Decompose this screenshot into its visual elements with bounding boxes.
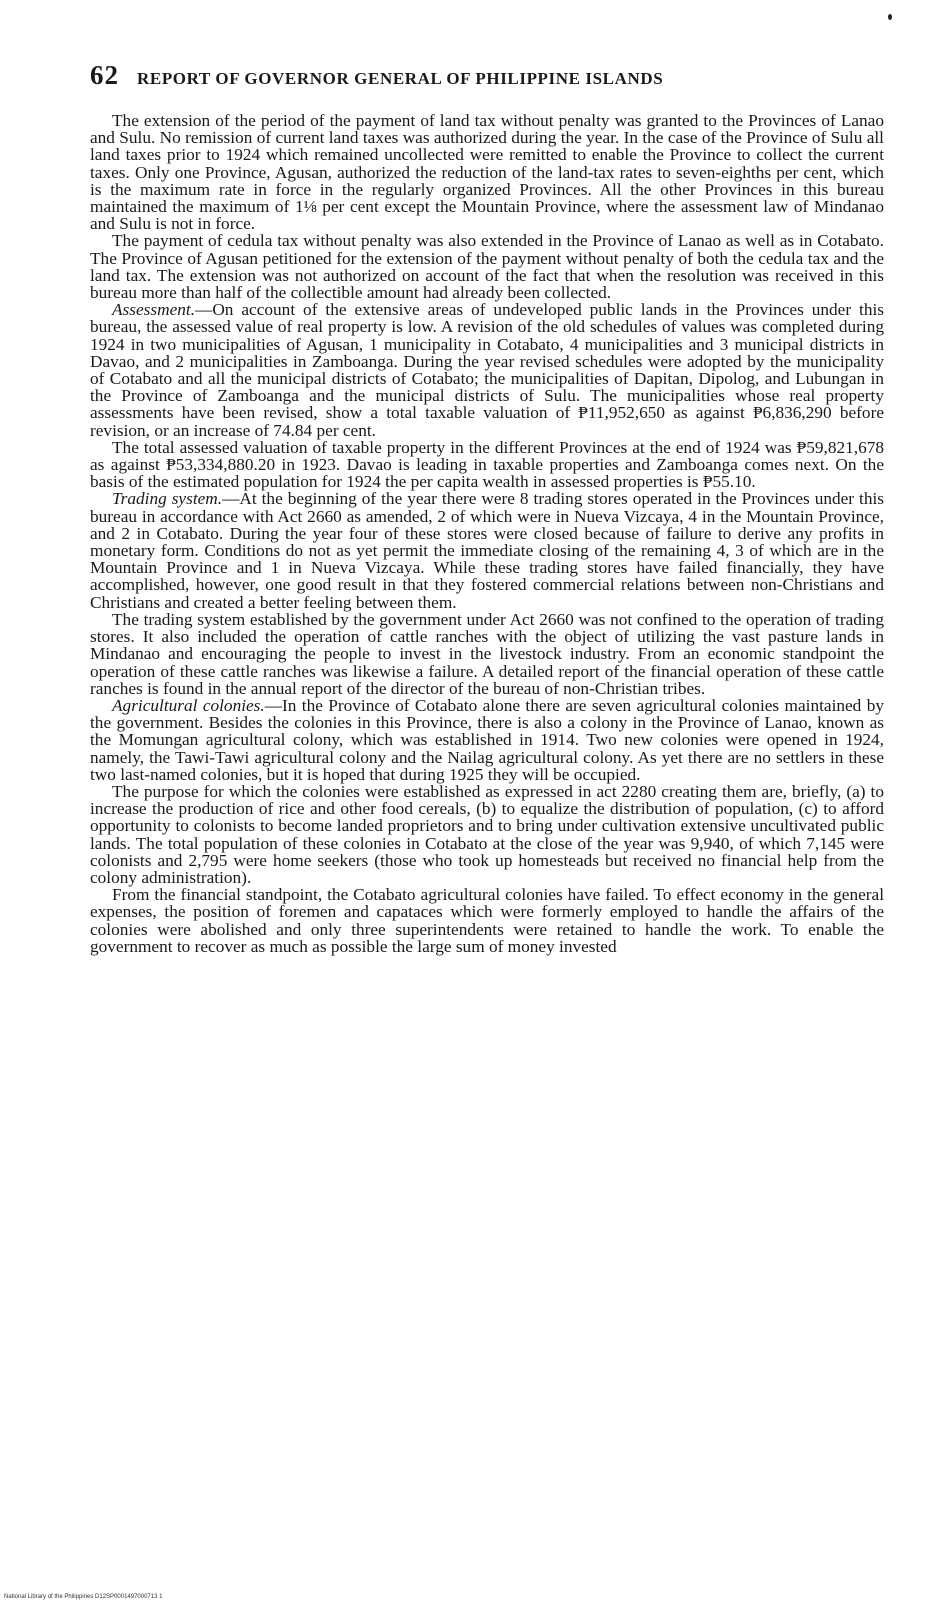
paragraph: From the financial standpoint, the Cotabato agricultural colonies have failed. To effect economy in the general expenses, the position of foremen and capataces which were formerly employed to handle the affairs of the colonies were abolished and only three superintendents were retained to handle the work. To enable the government to recover as much as possible the large sum of money invested bbox=[90, 885, 884, 956]
document-body bbox=[90, 112, 884, 955]
paragraph: The trading system established by the government under Act 2660 was not confined to the operation of trading stores. It also included the operation of cattle ranches with the object of utilizing the vast pasture lands in Mindanao and encouraging the people to invest in the livestock industry. From an economic standpoint the operation of these cattle ranches was likewise a failure. A detailed report of the financial operation of these cattle ranches is found in the annual report of the director of the bureau of non-Christian tribes. bbox=[90, 609, 884, 698]
page-header bbox=[90, 60, 890, 91]
section-lead: Assessment. bbox=[112, 300, 196, 320]
paragraph: The extension of the period of the payment of land tax without penalty was granted to the Provinces of Lanao and Sulu. No remission of current land taxes was authorized during the year. In the case of the Province of Sulu all land taxes prior to 1924 which remained uncollected were remitted to enable the Province to collect the current taxes. Only one Province, Agusan, authorized the reduction of the land-tax rates to seven-eighths per cent, which is the maximum rate in force in the regularly organized Provinces. All the other Provinces in this bureau maintained the maximum of 1⅛ per cent except the Mountain Province, where the assessment law of Mindanao and Sulu is not in force. bbox=[90, 111, 884, 234]
scan-footer: National Library of the Philippines D12SP0001497000713 1 bbox=[4, 1594, 163, 1600]
paragraph-trading-system: Trading system.—At the beginning of the year there were 8 trading stores operated in the Provinces under this bureau in accordance with Act 2660 as amended, 2 of which were in Nueva Vizcaya, 4 in the Mountain Province, and 2 in Cotabato. During the year four of these stores were closed because of failure to derive any profits in monetary form. Conditions do not as yet permit the immediate closing of the remaining 4, 3 of which are in the Mountain Province and 1 in Nueva Vizcaya. While these trading stores have failed financially, they have accomplished, however, one good result in that they fostered commercial relations between non-Christians and Christians and created a better feeling between them. bbox=[90, 489, 884, 612]
paragraph: The payment of cedula tax without penalty was also extended in the Province of Lanao as well as in Cotabato. The Province of Agusan petitioned for the extension of the payment without penalty of both the cedula tax and the land tax. The extension was not authorized on account of the fact that when the resolution was received in this bureau more than half of the collectible amount had already been collected. bbox=[90, 231, 884, 303]
paragraph: The purpose for which the colonies were established as expressed in act 2280 creating them are, briefly, (a) to increase the production of rice and other food cereals, (b) to equalize the distribution of population, (c) to afford opportunity to colonists to become landed proprietors and to bring under cultivation extensive uncultivated public lands. The total population of these colonies in Cotabato at the close of the year was 9,940, of which 7,145 were colonists and 2,795 were home seekers (those who took up homesteads but received no financial help from the colony administration). bbox=[90, 781, 884, 887]
scan-speck bbox=[888, 14, 892, 20]
paragraph-assessment: Assessment.—On account of the extensive areas of undeveloped public lands in the Provinces under this bureau, the assessed value of real property is low. A revision of the old schedules of values was completed during 1924 in two municipalities of Agusan, 1 municipality in Cotabato, 4 municipalities and 3 municipal districts in Davao, and 2 municipalities in Zamboanga. During the year revised schedules were adopted by the municipality of Cotabato and all the municipal districts of Cotabato; the municipalities of Dapitan, Dipolog, and Lubungan in the Province of Zamboanga and the municipal districts of Sulu. The municipalities whose real property assessments have been revised, show a total taxable valuation of ₱11,952,650 as against ₱6,836,290 before revision, or an increase of 74.84 per cent. bbox=[90, 300, 884, 440]
section-lead: Trading system. bbox=[112, 489, 223, 509]
section-lead: Agricultural colonies. bbox=[112, 695, 265, 715]
paragraph: The total assessed valuation of taxable property in the different Provinces at the end of 1924 was ₱59,821,678 as against ₱53,334,880.20 in 1923. Davao is leading in taxable properties and Zamboanga comes next. On the basis of the estimated population for 1924 the per capita wealth in assessed properties is ₱55.10. bbox=[90, 437, 884, 492]
page-number: 62 bbox=[90, 60, 119, 90]
running-head: REPORT OF GOVERNOR GENERAL OF PHILIPPINE ISLANDS bbox=[137, 69, 664, 88]
paragraph-agricultural-colonies: Agricultural colonies.—In the Province of Cotabato alone there are seven agricultural colonies maintained by the government. Besides the colonies in this Province, there is also a colony in the Province of Lanao, known as the Momungan agricultural colony, which was established in 1914. Two new colonies were opened in 1924, namely, the Tawi-Tawi agricultural colony and the Nailag agricultural colony. As yet there are no settlers in these two last-named colonies, but it is hoped that during 1925 they will be occupied. bbox=[90, 695, 884, 784]
